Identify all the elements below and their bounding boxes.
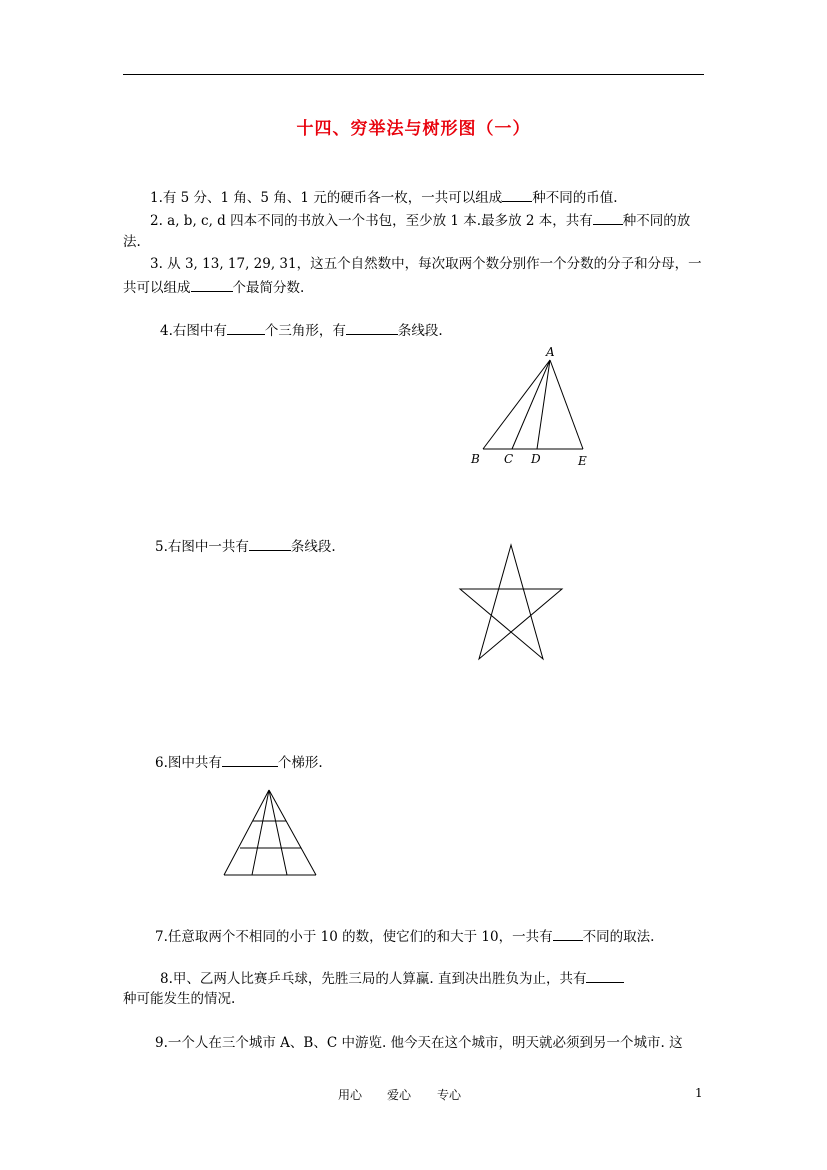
segment-ad [537,360,550,449]
segment-ac [512,360,550,449]
q7-text: 7.任意取两个不相同的小于 10 的数，使它们的和大于 10，一共有 [155,929,553,945]
answer-blank[interactable] [222,752,278,767]
star-outline [460,545,562,659]
q4-text-mid: 个三角形，有 [264,323,346,339]
question-6 [155,752,323,772]
answer-blank[interactable] [191,277,233,292]
triangle-figure [465,343,595,473]
q2-text-end: 种不同的放 [622,213,691,229]
q1-text: 1.有 5 分、1 角、5 角、1 元的硬币各一枚，一共可以组成 [150,190,503,206]
answer-blank[interactable] [586,968,624,983]
vertex-label-c: C [504,452,514,466]
question-3: 3. 从 3, 13, 17, 29, 31，这五个自然数中，每次取两个数分别作一个分数的分子和分母，一 [150,256,702,272]
vertex-label-d: D [531,452,541,466]
q6-text: 6.图中共有 [155,755,222,771]
q3-text: 共可以组成 [123,280,191,296]
star-figure [455,540,567,665]
answer-blank[interactable] [346,320,398,335]
q5-text: 5.右图中一共有 [155,539,249,555]
trapezoid-figure [220,785,320,880]
answer-blank[interactable] [502,187,532,202]
question-7 [155,926,654,946]
page-title: 十四、穷举法与树形图（一） [296,119,531,139]
vertex-label-a: A [546,345,555,359]
footer-text-3: 专心 [437,1088,462,1102]
question-3-cont [123,277,304,297]
right-side [269,790,316,875]
footer-text-1: 用心 [338,1088,363,1102]
answer-blank[interactable] [249,536,291,551]
question-5 [155,536,336,556]
q1-text-end: 种不同的币值. [532,190,618,206]
question-1 [150,187,618,207]
question-8 [160,968,624,988]
inner-line-left [252,790,269,875]
question-2-cont: 法. [123,234,141,250]
page-number: 1 [695,1086,703,1100]
q6-text-end: 个梯形. [277,755,323,771]
vertex-label-e: E [578,454,587,468]
segment-ae [550,360,583,449]
q2-text: 2. a, b, c, d 四本不同的书放入一个书包，至少放 1 本.最多放 2 本，共有 [150,213,593,229]
q5-text-end: 条线段. [290,539,336,555]
segment-ab [483,360,550,449]
question-8-cont: 种可能发生的情况. [123,991,236,1007]
left-side [224,790,269,875]
answer-blank[interactable] [227,320,265,335]
answer-blank[interactable] [553,926,583,941]
q4-text-end: 条线段. [397,323,443,339]
vertex-label-b: B [471,452,480,466]
question-2 [150,210,690,230]
q3-text-end: 个最简分数. [232,280,305,296]
answer-blank[interactable] [593,210,623,225]
header-rule [123,74,704,75]
question-4 [160,320,443,340]
footer-text-2: 爱心 [387,1088,412,1102]
q7-text-end: 不同的取法. [582,929,655,945]
q8-text: 8.甲、乙两人比赛乒乓球，先胜三局的人算赢. 直到决出胜负为止，共有 [160,971,587,987]
q4-text: 4.右图中有 [160,323,227,339]
inner-line-right [269,790,287,875]
question-9: 9.一个人在三个城市 A、B、C 中游览. 他今天在这个城市，明天就必须到另一个城市. 这 [155,1035,683,1051]
